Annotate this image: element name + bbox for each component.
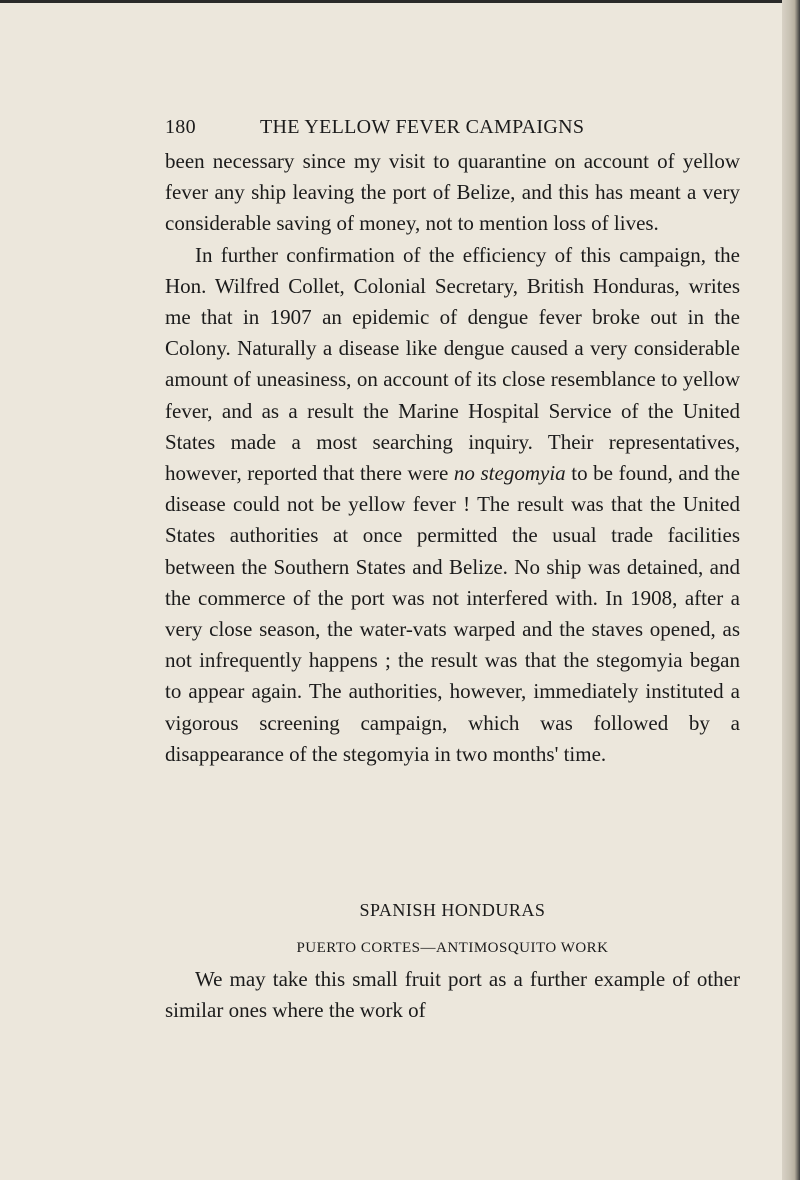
- section-body: [165, 964, 740, 1026]
- section-subheading: PUERTO CORTES—ANTIMOSQUITO WORK: [296, 940, 609, 956]
- page-number: 180: [165, 116, 196, 138]
- paragraph-confirmation-part-a: In further confirmation of the efficiency of this campaign, the Hon. Wilfred Collet, Colonial Secretary, British Honduras, writes me that in 1907 an epidemic of dengue fever broke out in the Colony. Naturally a disease like dengue caused a very considerable amount of uneasiness, on account of its close resemblance to yellow fever, and as a result the Marine Hospital Service of the United States made a most searching inquiry. Their representatives, however, reported that there were: [165, 242, 740, 486]
- paragraph-continued: been necessary since my visit to quarantine on account of yellow fever any ship leaving the port of Belize, and this has meant a very considerable saving of money, not to mention loss of lives.: [165, 149, 740, 236]
- page-binding-edge: [782, 0, 800, 1180]
- page-top-edge: [0, 0, 800, 3]
- running-title: THE YELLOW FEVER CAMPAIGNS: [260, 116, 585, 138]
- paragraph-confirmation: [165, 240, 740, 770]
- paragraph-puerto-cortes: We may take this small fruit port as a further example of other similar ones where the work of: [165, 967, 740, 1022]
- italic-phrase: no stegomyia: [453, 461, 566, 486]
- running-header: [165, 116, 665, 146]
- section-heading: SPANISH HONDURAS: [359, 900, 546, 920]
- body-text: [165, 146, 740, 770]
- paragraph-confirmation-part-b: to be found, and the disease could not be yellow fever ! The result was that the United States authorities at once permitted the usual trade facilities between the Southern States and Belize. No ship was detained, and the commerce of the port was not interfered with. In 1908, after a very close season, the water-vats warped and the staves opened, as not infrequently happens ; the result was that the stegomyia began to appear again. The authorities, however, immediately instituted a vigorous screening campaign, which was followed by a disappearance of the stegomyia in two months' time.: [165, 461, 740, 766]
